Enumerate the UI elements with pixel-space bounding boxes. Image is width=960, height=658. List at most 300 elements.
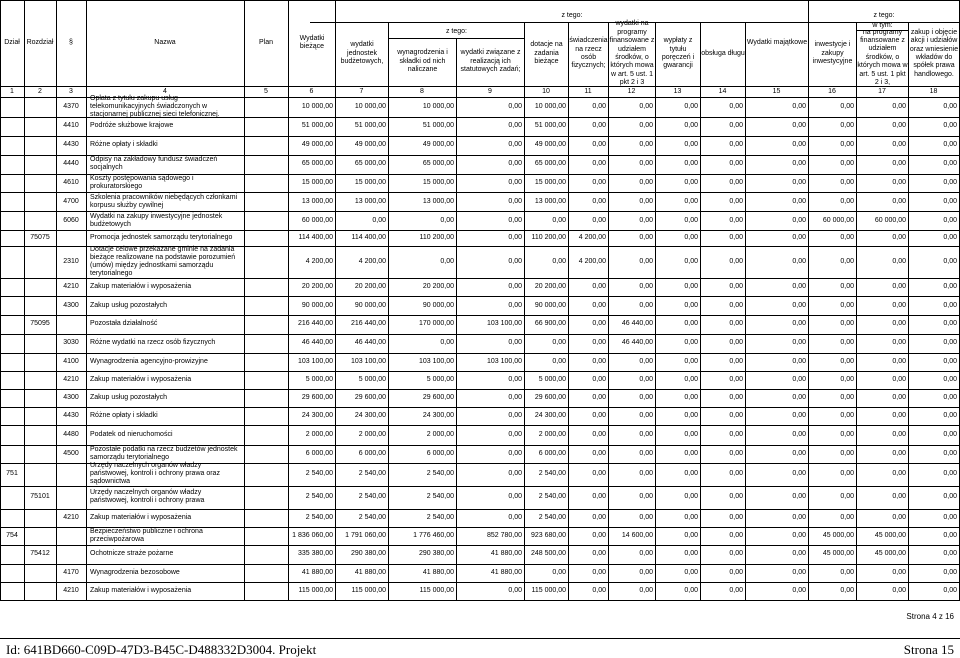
header-ztego-biezace: z tego:	[561, 11, 583, 19]
cell-amount: 0,00	[943, 257, 957, 265]
column-number: 2	[38, 88, 42, 95]
cell-amount: 0,00	[684, 283, 698, 291]
cell-nazwa: Zakup usług pozostałych	[90, 393, 168, 401]
cell-nazwa: Dotacje celowe przekazane gminie na zadania bieżące realizowane na podstawie porozumień (umów) między jednostkami samorządu terytorialnego	[90, 245, 236, 277]
cell-amount: 46 440,00	[621, 320, 653, 328]
cell-amount: 0,00	[552, 568, 566, 576]
cell-rozdzial	[24, 246, 56, 279]
cell-amount: 0,00	[639, 375, 653, 383]
header-obsluga-dlugu: obsługa długu	[701, 49, 745, 57]
cell-amount: 0,00	[639, 568, 653, 576]
column-number: 10	[542, 88, 550, 95]
cell-dzial	[0, 582, 24, 600]
cell-amount: 51 000,00	[301, 122, 333, 130]
cell-amount: 0,00	[840, 301, 854, 309]
cell-amount: 0,00	[892, 141, 906, 149]
cell-amount: 0,00	[943, 513, 957, 521]
cell-amount: 0,00	[840, 197, 854, 205]
cell-paragraf: 4300	[63, 393, 79, 401]
cell-amount: 0,00	[943, 283, 957, 291]
cell-amount: 4 200,00	[578, 233, 606, 241]
column-number: 17	[878, 88, 886, 95]
cell-amount: 0,00	[792, 320, 806, 328]
cell-paragraf: 6060	[63, 216, 79, 224]
cell-amount: 0,00	[552, 357, 566, 365]
cell-amount: 0,00	[792, 257, 806, 265]
cell-amount: 29 600,00	[354, 393, 386, 401]
cell-amount: 0,00	[729, 493, 743, 501]
cell-amount: 20 200,00	[301, 283, 333, 291]
cell-amount: 13 000,00	[354, 197, 386, 205]
column-number: 5	[264, 88, 268, 95]
cell-rozdzial	[24, 296, 56, 315]
cell-amount: 0,00	[592, 103, 606, 111]
header-na-programy: na programy finansowane z udziałem środków, o których mowa w art. 5 ust. 1 pkt 2 i 3,	[857, 28, 908, 87]
column-number: 11	[584, 88, 592, 95]
cell-dzial	[0, 278, 24, 296]
cell-amount: 0,00	[684, 357, 698, 365]
cell-amount: 0,00	[943, 216, 957, 224]
cell-amount: 290 380,00	[350, 550, 386, 558]
cell-dzial	[0, 545, 24, 564]
cell-amount: 0,00	[729, 470, 743, 478]
cell-paragraf: 4210	[63, 586, 79, 594]
cell-rozdzial	[24, 463, 56, 486]
cell-amount: 90 000,00	[354, 301, 386, 309]
cell-amount: 0,00	[792, 449, 806, 457]
cell-amount: 0,00	[592, 411, 606, 419]
cell-dzial	[0, 509, 24, 527]
cell-paragraf: 4370	[63, 103, 79, 111]
cell-amount: 0,00	[943, 532, 957, 539]
cell-amount: 24 300,00	[422, 411, 454, 419]
column-number: 9	[488, 88, 492, 95]
cell-dzial	[0, 192, 24, 211]
cell-amount: 0,00	[943, 586, 957, 594]
cell-dzial	[0, 371, 24, 389]
table-row	[0, 486, 960, 509]
cell-amount: 0,00	[684, 513, 698, 521]
cell-amount: 0,00	[684, 449, 698, 457]
cell-amount: 0,00	[508, 257, 522, 265]
cell-amount: 2 540,00	[426, 493, 454, 501]
cell-amount: 110 200,00	[531, 233, 566, 241]
cell-amount: 0,00	[508, 339, 522, 347]
cell-amount: 0,00	[684, 393, 698, 401]
cell-amount: 103 100,00	[486, 357, 522, 365]
cell-amount: 0,00	[943, 375, 957, 383]
header-zakup-akcji: zakup i objęcie akcji i udziałów oraz wniesienie wkładów do spółek prawa handlowego.	[909, 28, 959, 78]
cell-nazwa: Zakup usług pozostałych	[90, 301, 168, 309]
cell-amount: 60 000,00	[822, 216, 854, 224]
cell-nazwa: Promocja jednostek samorządu terytorialnego	[90, 233, 233, 241]
cell-dzial	[0, 117, 24, 136]
cell-amount: 49 000,00	[301, 141, 333, 149]
cell-amount: 0,00	[508, 283, 522, 291]
cell-amount: 0,00	[840, 141, 854, 149]
cell-amount: 15 000,00	[354, 178, 386, 186]
cell-amount: 41 880,00	[490, 550, 522, 558]
cell-amount: 0,00	[592, 339, 606, 347]
cell-rozdzial	[24, 582, 56, 600]
table-row	[0, 192, 960, 211]
cell-nazwa: Opłata z tytułu zakupu usług telekomunikacyjnych świadczonych w stacjonarnej publicznej sieci telefonicznej.	[90, 95, 220, 119]
cell-amount: 0,00	[592, 216, 606, 224]
cell-amount: 0,00	[639, 430, 653, 438]
table-row	[0, 389, 960, 407]
cell-dzial	[0, 98, 24, 117]
cell-amount: 2 540,00	[358, 513, 386, 521]
table-row	[0, 315, 960, 334]
cell-amount: 103 100,00	[418, 357, 454, 365]
cell-rozdzial	[24, 445, 56, 463]
cell-paragraf: 4170	[63, 568, 79, 576]
cell-nazwa: Podatek od nieruchomości	[90, 430, 173, 438]
cell-amount: 29 600,00	[422, 393, 454, 401]
cell-paragraf: 4210	[63, 375, 79, 383]
column-number: 4	[163, 88, 167, 95]
table-row	[0, 230, 960, 245]
cell-amount: 0,00	[840, 178, 854, 186]
cell-nazwa: Bezpieczeństwo publiczne i ochrona przeciwpożarowa	[90, 527, 203, 544]
cell-amount: 0,00	[792, 339, 806, 347]
cell-amount: 0,00	[892, 470, 906, 478]
cell-amount: 0,00	[729, 532, 743, 539]
table-row	[0, 407, 960, 425]
column-number: 8	[420, 88, 424, 95]
cell-amount: 0,00	[508, 375, 522, 383]
cell-amount: 0,00	[684, 197, 698, 205]
cell-amount: 15 000,00	[534, 178, 566, 186]
cell-amount: 0,00	[840, 122, 854, 130]
table-row	[0, 136, 960, 155]
cell-rozdzial	[24, 98, 56, 117]
table-row	[0, 527, 960, 545]
cell-amount: 0,00	[792, 122, 806, 130]
cell-amount: 923 680,00	[530, 532, 566, 539]
cell-amount: 0,00	[892, 122, 906, 130]
cell-amount: 0,00	[943, 103, 957, 111]
table-row	[0, 211, 960, 230]
cell-amount: 90 000,00	[422, 301, 454, 309]
cell-amount: 45 000,00	[822, 550, 854, 558]
cell-amount: 0,00	[592, 301, 606, 309]
cell-amount: 0,00	[840, 375, 854, 383]
cell-amount: 0,00	[508, 493, 522, 501]
cell-amount: 46 440,00	[354, 339, 386, 347]
cell-amount: 13 000,00	[422, 197, 454, 205]
cell-amount: 15 000,00	[422, 178, 454, 186]
cell-amount: 4 200,00	[305, 257, 333, 265]
cell-amount: 0,00	[729, 586, 743, 594]
table-row	[0, 174, 960, 193]
header-wydatki-programy: wydatki na programy finansowane z udziałem środków, o których mowa w art. 5 ust. 1 pkt 2 i 3	[609, 20, 655, 87]
cell-amount: 0,00	[508, 216, 522, 224]
cell-amount: 0,00	[684, 320, 698, 328]
table-row	[0, 278, 960, 296]
cell-amount: 114 400,00	[298, 233, 333, 241]
cell-amount: 0,00	[684, 122, 698, 130]
cell-paragraf: 4480	[63, 430, 79, 438]
cell-amount: 0,00	[592, 375, 606, 383]
cell-amount: 0,00	[729, 122, 743, 130]
cell-amount: 0,00	[840, 513, 854, 521]
cell-amount: 0,00	[440, 339, 454, 347]
cell-dzial: 751	[6, 470, 18, 478]
cell-amount: 0,00	[639, 493, 653, 501]
cell-amount: 103 100,00	[350, 357, 386, 365]
cell-amount: 45 000,00	[874, 532, 906, 539]
cell-amount: 0,00	[729, 411, 743, 419]
cell-amount: 0,00	[729, 550, 743, 558]
cell-amount: 0,00	[729, 257, 743, 265]
cell-amount: 45 000,00	[822, 532, 854, 539]
cell-amount: 1 836 060,00	[292, 532, 333, 539]
cell-dzial	[0, 486, 24, 509]
cell-amount: 0,00	[792, 197, 806, 205]
cell-amount: 0,00	[792, 233, 806, 241]
cell-amount: 0,00	[792, 103, 806, 111]
cell-amount: 2 540,00	[305, 513, 333, 521]
cell-amount: 5 000,00	[538, 375, 566, 383]
cell-amount: 0,00	[508, 449, 522, 457]
cell-amount: 216 440,00	[297, 320, 333, 328]
column-number: 3	[69, 88, 73, 95]
cell-amount: 0,00	[892, 301, 906, 309]
cell-amount: 0,00	[684, 375, 698, 383]
cell-amount: 0,00	[892, 449, 906, 457]
cell-amount: 0,00	[840, 160, 854, 168]
cell-nazwa: Koszty postępowania sądowego i prokuratorskiego	[90, 174, 194, 190]
cell-amount: 0,00	[684, 339, 698, 347]
cell-rozdzial	[24, 211, 56, 230]
cell-amount: 90 000,00	[534, 301, 566, 309]
cell-amount: 0,00	[792, 493, 806, 501]
cell-amount: 24 300,00	[354, 411, 386, 419]
cell-amount: 0,00	[943, 178, 957, 186]
cell-amount: 0,00	[943, 320, 957, 328]
cell-amount: 2 540,00	[538, 513, 566, 521]
header-wydatki-majatkowe: Wydatki majątkowe	[746, 38, 808, 46]
cell-amount: 41 880,00	[354, 568, 386, 576]
cell-rozdzial	[24, 117, 56, 136]
table-row	[0, 545, 960, 564]
cell-amount: 0,00	[639, 513, 653, 521]
cell-amount: 852 780,00	[486, 532, 522, 539]
cell-dzial	[0, 211, 24, 230]
cell-amount: 46 440,00	[301, 339, 333, 347]
cell-amount: 2 000,00	[426, 430, 454, 438]
cell-amount: 0,00	[943, 411, 957, 419]
cell-amount: 45 000,00	[874, 550, 906, 558]
cell-amount: 0,00	[792, 586, 806, 594]
cell-amount: 0,00	[729, 283, 743, 291]
cell-amount: 0,00	[508, 393, 522, 401]
table-row	[0, 334, 960, 353]
cell-paragraf: 4440	[63, 160, 79, 168]
cell-rozdzial	[24, 564, 56, 582]
cell-amount: 0,00	[792, 216, 806, 224]
table-row	[0, 509, 960, 527]
header-dzial: Dział	[4, 38, 20, 46]
cell-amount: 0,00	[684, 233, 698, 241]
cell-amount: 0,00	[592, 393, 606, 401]
cell-amount: 49 000,00	[354, 141, 386, 149]
cell-dzial	[0, 174, 24, 193]
header-ztego-majatkowe: z tego:	[873, 11, 895, 19]
cell-amount: 0,00	[892, 430, 906, 438]
cell-paragraf	[56, 486, 86, 509]
cell-rozdzial	[24, 174, 56, 193]
cell-amount: 2 540,00	[426, 470, 454, 478]
cell-rozdzial	[24, 527, 56, 545]
cell-amount: 0,00	[943, 550, 957, 558]
cell-amount: 0,00	[639, 178, 653, 186]
cell-amount: 170 000,00	[418, 320, 454, 328]
cell-amount: 0,00	[729, 216, 743, 224]
cell-amount: 0,00	[840, 493, 854, 501]
cell-paragraf: 4700	[63, 197, 79, 205]
cell-amount: 0,00	[892, 393, 906, 401]
column-number: 16	[828, 88, 836, 95]
cell-amount: 15 000,00	[301, 178, 333, 186]
cell-amount: 0,00	[792, 357, 806, 365]
cell-amount: 0,00	[508, 470, 522, 478]
cell-amount: 0,00	[943, 197, 957, 205]
column-number: 15	[772, 88, 781, 95]
cell-amount: 0,00	[508, 513, 522, 521]
cell-amount: 49 000,00	[422, 141, 454, 149]
cell-amount: 103 100,00	[486, 320, 522, 328]
cell-amount: 0,00	[592, 568, 606, 576]
cell-amount: 0,00	[792, 513, 806, 521]
cell-amount: 0,00	[840, 393, 854, 401]
cell-rozdzial	[24, 334, 56, 353]
cell-dzial	[0, 296, 24, 315]
cell-amount: 0,00	[639, 197, 653, 205]
cell-rozdzial: 75095	[30, 320, 50, 328]
cell-amount: 46 440,00	[621, 339, 653, 347]
cell-amount: 0,00	[639, 586, 653, 594]
cell-amount: 0,00	[552, 257, 566, 265]
cell-amount: 0,00	[684, 103, 698, 111]
cell-amount: 0,00	[792, 141, 806, 149]
cell-amount: 10 000,00	[354, 103, 386, 111]
cell-rozdzial	[24, 278, 56, 296]
cell-dzial	[0, 136, 24, 155]
cell-rozdzial	[24, 192, 56, 211]
cell-nazwa: Zakup materiałów i wyposażenia	[90, 375, 192, 383]
table-row	[0, 463, 960, 486]
cell-amount: 0,00	[792, 430, 806, 438]
cell-rozdzial	[24, 353, 56, 371]
cell-amount: 0,00	[684, 257, 698, 265]
cell-nazwa: Podróże służbowe krajowe	[90, 122, 174, 130]
cell-amount: 0,00	[639, 449, 653, 457]
cell-amount: 0,00	[592, 160, 606, 168]
cell-amount: 0,00	[729, 568, 743, 576]
cell-amount: 0,00	[892, 178, 906, 186]
cell-amount: 0,00	[440, 216, 454, 224]
cell-amount: 0,00	[508, 197, 522, 205]
cell-amount: 0,00	[592, 586, 606, 594]
cell-amount: 90 000,00	[301, 301, 333, 309]
cell-amount: 0,00	[792, 411, 806, 419]
cell-amount: 0,00	[639, 283, 653, 291]
cell-amount: 0,00	[943, 122, 957, 130]
cell-amount: 66 900,00	[534, 320, 566, 328]
cell-amount: 0,00	[508, 430, 522, 438]
cell-amount: 0,00	[592, 283, 606, 291]
cell-amount: 0,00	[639, 122, 653, 130]
cell-amount: 0,00	[840, 320, 854, 328]
cell-amount: 0,00	[508, 103, 522, 111]
cell-amount: 0,00	[639, 550, 653, 558]
cell-amount: 41 880,00	[490, 568, 522, 576]
cell-amount: 0,00	[792, 568, 806, 576]
cell-rozdzial: 75412	[30, 550, 50, 558]
cell-amount: 0,00	[792, 283, 806, 291]
cell-dzial	[0, 246, 24, 279]
cell-amount: 0,00	[592, 357, 606, 365]
cell-amount: 0,00	[508, 233, 522, 241]
cell-amount: 0,00	[508, 178, 522, 186]
cell-amount: 0,00	[684, 493, 698, 501]
cell-amount: 1 791 060,00	[345, 532, 386, 539]
cell-nazwa: Różne wydatki na rzecz osób fizycznych	[90, 339, 216, 347]
cell-amount: 0,00	[943, 393, 957, 401]
cell-amount: 0,00	[372, 216, 386, 224]
cell-amount: 0,00	[729, 103, 743, 111]
cell-amount: 0,00	[684, 586, 698, 594]
cell-amount: 2 540,00	[358, 470, 386, 478]
cell-amount: 110 200,00	[419, 233, 454, 241]
table-row	[0, 582, 960, 600]
column-number: 14	[718, 88, 727, 95]
cell-paragraf: 4500	[63, 449, 79, 457]
table-row	[0, 353, 960, 371]
cell-amount: 2 540,00	[358, 493, 386, 501]
cell-amount: 65 000,00	[301, 160, 333, 168]
cell-paragraf: 4430	[63, 141, 79, 149]
cell-amount: 0,00	[792, 301, 806, 309]
cell-amount: 0,00	[729, 449, 743, 457]
cell-rozdzial	[24, 425, 56, 445]
cell-amount: 0,00	[892, 493, 906, 501]
cell-amount: 13 000,00	[301, 197, 333, 205]
cell-amount: 60 000,00	[301, 216, 333, 224]
table-row	[0, 246, 960, 279]
cell-amount: 0,00	[592, 141, 606, 149]
cell-amount: 13 000,00	[534, 197, 566, 205]
cell-amount: 6 000,00	[426, 449, 454, 457]
cell-amount: 0,00	[892, 257, 906, 265]
cell-amount: 41 880,00	[301, 568, 333, 576]
cell-amount: 0,00	[684, 411, 698, 419]
cell-paragraf: 2310	[63, 257, 79, 265]
cell-dzial: 754	[6, 532, 18, 539]
cell-nazwa: Pozostała działalność	[90, 320, 158, 328]
cell-amount: 0,00	[508, 586, 522, 594]
cell-dzial	[0, 425, 24, 445]
cell-amount: 0,00	[729, 375, 743, 383]
column-number: 7	[359, 88, 364, 95]
cell-amount: 0,00	[840, 568, 854, 576]
cell-amount: 0,00	[684, 550, 698, 558]
table-row	[0, 155, 960, 174]
cell-amount: 2 540,00	[305, 470, 333, 478]
cell-amount: 0,00	[729, 160, 743, 168]
